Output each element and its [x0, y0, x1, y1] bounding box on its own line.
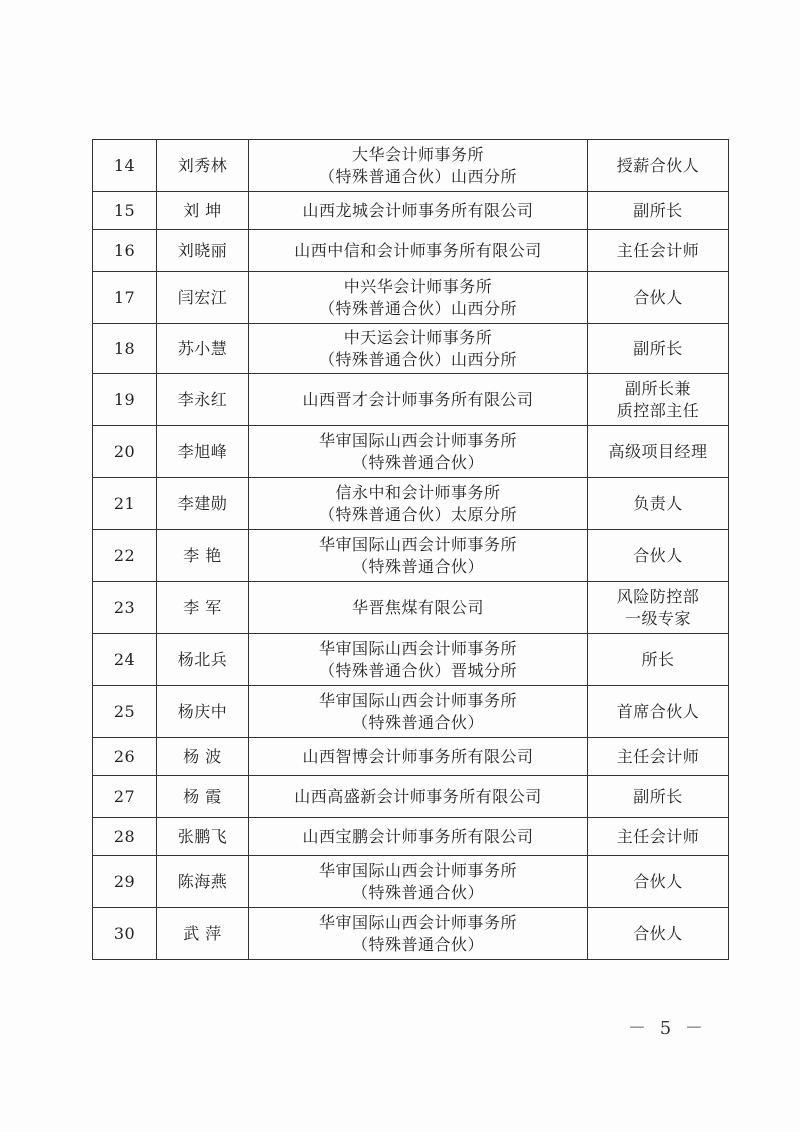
- organization-line: （特殊普通合伙）: [351, 556, 484, 576]
- position-line: 副所长: [633, 786, 683, 806]
- organization-line: 中兴华会计师事务所: [343, 276, 493, 296]
- position-cell: [588, 230, 729, 272]
- position-line: 合伙人: [633, 545, 683, 565]
- position-cell: [588, 324, 729, 374]
- position-cell: [588, 776, 729, 818]
- row-number: 14: [93, 140, 157, 192]
- position-cell: [588, 686, 729, 738]
- row-number: 21: [93, 478, 157, 530]
- position-line: 主任会计师: [616, 240, 700, 260]
- row-number: 16: [93, 230, 157, 272]
- row-number: 17: [93, 272, 157, 324]
- position-line: 授薪合伙人: [616, 155, 700, 175]
- organization-cell: [249, 856, 588, 908]
- table-row: [93, 634, 729, 686]
- position-line: 风险防控部: [616, 586, 700, 606]
- position-line: 负责人: [633, 493, 683, 513]
- organization-line: 山西高盛新会计师事务所有限公司: [294, 786, 542, 806]
- organization-cell: [249, 140, 588, 192]
- organization-line: 信永中和会计师事务所: [335, 482, 501, 502]
- organization-cell: [249, 478, 588, 530]
- row-number: 26: [93, 738, 157, 776]
- table-row: [93, 530, 729, 582]
- organization-line: 华审国际山西会计师事务所: [318, 912, 517, 932]
- row-number: 18: [93, 324, 157, 374]
- table-row: [93, 908, 729, 960]
- table-row: [93, 272, 729, 324]
- position-line: 一级专家: [624, 608, 691, 628]
- position-cell: [588, 530, 729, 582]
- position-cell: [588, 192, 729, 230]
- table-row: [93, 140, 729, 192]
- page-number: － 5 －: [628, 1018, 707, 1039]
- member-table: [92, 139, 729, 960]
- organization-line: 华审国际山西会计师事务所: [318, 430, 517, 450]
- person-name: 杨 波: [157, 738, 249, 776]
- organization-line: 大华会计师事务所: [351, 144, 484, 164]
- position-cell: [588, 738, 729, 776]
- person-name: 李建勋: [157, 478, 249, 530]
- organization-line: 华审国际山西会计师事务所: [318, 638, 517, 658]
- position-cell: [588, 374, 729, 426]
- organization-cell: [249, 908, 588, 960]
- person-name: 刘晓丽: [157, 230, 249, 272]
- person-name: 张鹏飞: [157, 818, 249, 856]
- table-row: [93, 230, 729, 272]
- position-cell: [588, 272, 729, 324]
- organization-cell: [249, 324, 588, 374]
- organization-line: （特殊普通合伙）晋城分所: [318, 660, 517, 680]
- table-row: [93, 686, 729, 738]
- organization-line: 中天运会计师事务所: [343, 327, 493, 347]
- position-line: 副所长兼: [624, 378, 691, 398]
- row-number: 27: [93, 776, 157, 818]
- position-line: 副所长: [633, 338, 683, 358]
- person-name: 苏小慧: [157, 324, 249, 374]
- position-cell: [588, 140, 729, 192]
- organization-line: （特殊普通合伙）: [351, 882, 484, 902]
- person-name: 李 军: [157, 582, 249, 634]
- position-line: 高级项目经理: [608, 441, 708, 461]
- row-number: 25: [93, 686, 157, 738]
- organization-line: 华晋焦煤有限公司: [351, 597, 484, 617]
- organization-cell: [249, 686, 588, 738]
- row-number: 30: [93, 908, 157, 960]
- position-line: 副所长: [633, 200, 683, 220]
- organization-line: （特殊普通合伙）太原分所: [318, 504, 517, 524]
- organization-cell: [249, 634, 588, 686]
- table-row: [93, 374, 729, 426]
- organization-cell: [249, 230, 588, 272]
- organization-cell: [249, 582, 588, 634]
- organization-line: 山西中信和会计师事务所有限公司: [294, 240, 542, 260]
- person-name: 李旭峰: [157, 426, 249, 478]
- person-name: 武 萍: [157, 908, 249, 960]
- organization-line: 华审国际山西会计师事务所: [318, 860, 517, 880]
- organization-line: 山西晋才会计师事务所有限公司: [302, 389, 534, 409]
- organization-line: （特殊普通合伙）山西分所: [318, 298, 517, 318]
- row-number: 22: [93, 530, 157, 582]
- table-row: [93, 818, 729, 856]
- position-line: 合伙人: [633, 287, 683, 307]
- table-row: [93, 738, 729, 776]
- person-name: 杨 霞: [157, 776, 249, 818]
- position-cell: [588, 426, 729, 478]
- position-line: 合伙人: [633, 923, 683, 943]
- person-name: 刘秀林: [157, 140, 249, 192]
- organization-line: 山西智博会计师事务所有限公司: [302, 746, 534, 766]
- organization-line: （特殊普通合伙）山西分所: [318, 166, 517, 186]
- person-name: 杨北兵: [157, 634, 249, 686]
- position-line: 所长: [641, 649, 675, 669]
- organization-line: （特殊普通合伙）山西分所: [318, 349, 517, 369]
- organization-line: （特殊普通合伙）: [351, 452, 484, 472]
- table-row: [93, 426, 729, 478]
- person-name: 杨庆中: [157, 686, 249, 738]
- table-row: [93, 856, 729, 908]
- person-name: 陈海燕: [157, 856, 249, 908]
- table-row: [93, 582, 729, 634]
- table-row: [93, 192, 729, 230]
- organization-cell: [249, 818, 588, 856]
- row-number: 20: [93, 426, 157, 478]
- person-name: 李永红: [157, 374, 249, 426]
- table-row: [93, 324, 729, 374]
- organization-cell: [249, 272, 588, 324]
- position-line: 主任会计师: [616, 746, 700, 766]
- organization-cell: [249, 374, 588, 426]
- person-name: 李 艳: [157, 530, 249, 582]
- organization-cell: [249, 426, 588, 478]
- organization-cell: [249, 776, 588, 818]
- row-number: 28: [93, 818, 157, 856]
- row-number: 19: [93, 374, 157, 426]
- position-line: 合伙人: [633, 871, 683, 891]
- row-number: 29: [93, 856, 157, 908]
- row-number: 23: [93, 582, 157, 634]
- person-name: 闫宏江: [157, 272, 249, 324]
- organization-line: （特殊普通合伙）: [351, 934, 484, 954]
- row-number: 15: [93, 192, 157, 230]
- position-line: 质控部主任: [616, 400, 700, 420]
- organization-cell: [249, 530, 588, 582]
- organization-line: 华审国际山西会计师事务所: [318, 690, 517, 710]
- position-cell: [588, 818, 729, 856]
- position-cell: [588, 582, 729, 634]
- organization-line: 山西宝鹏会计师事务所有限公司: [302, 826, 534, 846]
- organization-line: 华审国际山西会计师事务所: [318, 534, 517, 554]
- position-cell: [588, 856, 729, 908]
- organization-line: 山西龙城会计师事务所有限公司: [302, 200, 534, 220]
- position-cell: [588, 908, 729, 960]
- member-table-body: [93, 140, 729, 960]
- position-cell: [588, 634, 729, 686]
- person-name: 刘 坤: [157, 192, 249, 230]
- position-line: 主任会计师: [616, 826, 700, 846]
- position-line: 首席合伙人: [616, 701, 700, 721]
- organization-cell: [249, 738, 588, 776]
- row-number: 24: [93, 634, 157, 686]
- organization-cell: [249, 192, 588, 230]
- position-cell: [588, 478, 729, 530]
- table-row: [93, 776, 729, 818]
- organization-line: （特殊普通合伙）: [351, 712, 484, 732]
- table-row: [93, 478, 729, 530]
